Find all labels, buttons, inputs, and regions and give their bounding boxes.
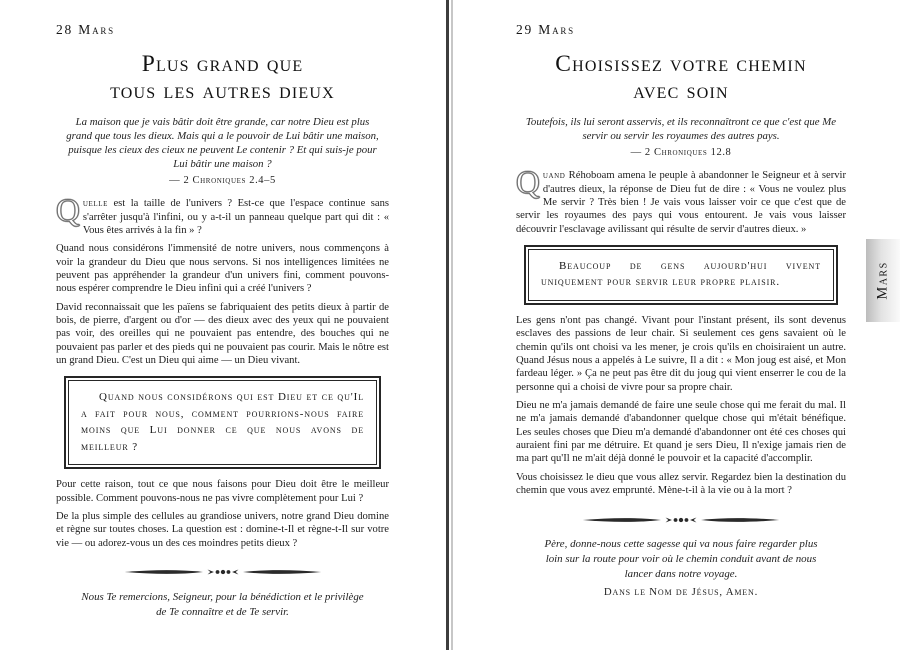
book-spine-highlight [451,0,453,650]
month-tab [866,239,900,322]
paragraphs-after-callout [56,478,389,550]
drop-cap: Q [56,193,80,230]
body-text [56,193,389,550]
epigraph: La maison que je vais bâtir doit être grande, car notre Dieu est plus grand que tous les dieux. Mais qui a le pouvoir de Lui bâtir une maison, puisque les cieux des cieux ne peuvent Le contenir ? Et qui suis-je pour Lui bâtir une maison ? [66,116,379,171]
page-right [516,0,846,660]
body-paragraph: Dieu ne m'a jamais demandé de faire une seule chose qui me ferait du mal. Il ne m'a jamais demandé d'abandonner quelque chose qui m'était bénéfique. Les seules choses que Dieu m'a demandé d'abandonner ont été ces choses qui auraient fini par me détruire. Et quand je sers Dieu, Il n'exige jamais rien de ma part qu'Il ne m'ait déjà donné le pouvoir et la capacité d'accomplir. [516,399,846,465]
page-title [516,51,846,104]
callout-box [64,376,381,469]
body-paragraph: Vous choisissez le dieu que vous allez servir. Regardez bien la destination du chemin que vous avez emprunté. Mène-t-il à la vie ou à la mort ? [516,471,846,496]
amen-line: Dans le Nom de Jésus, Amen. [603,586,759,599]
opening-paragraph [516,165,846,236]
opening-lead-word: uand [542,170,566,182]
scripture-reference: — 2 Chroniques 2.4–5 [169,175,276,187]
section-divider-ornament [516,510,846,528]
callout-box [524,245,838,305]
page-title-line1: Choisissez votre chemin [555,51,807,77]
date-label: 28 Mars [56,22,115,37]
callout-text: Quand nous considérons qui est Dieu et ce qu'Il a fait pour nous, comment pourrions-nous faire moins que Lui donner ce que nous avons de meilleur ? [68,380,377,465]
page-title-line2: tous les autres dieux [110,77,335,104]
prayer-text: Père, donne-nous cette sagesse qui va nous faire regarder plus loin sur la route pour voir où le chemin conduit avant de nous lancer dans notre voyage. [544,538,818,581]
body-paragraph: Les gens n'ont pas changé. Vivant pour l'instant présent, ils sont devenus esclaves des passions de leur chair. Si seulement ces gens savaient où le chemin qu'ils ont choisi va les mener, je crois qu'ils en choisiraient un autre. Quand Jésus nous a appelés à Le suivre, Il a dit : « Mon joug est aisé, et Mon fardeau léger. » Ça ne peut pas être dit du joug qui vient enserrer le cou de la personne qui a choisi de vivre pour sa propre chair. [516,314,846,393]
epigraph: Toutefois, ils lui seront asservis, et ils reconnaîtront ce que c'est que Me servir ou servir les royaumes des autres pays. [525,116,837,143]
date-label: 29 Mars [516,22,575,37]
opening-lead-word: uelle [82,198,109,210]
body-paragraph: Pour cette raison, tout ce que nous faisons pour Dieu doit être le meilleur possible. Comment pouvons-nous ne pas vivre complètement pour Lui ? [56,479,389,504]
page-left [56,0,389,660]
paragraphs-before-callout [56,242,389,367]
opening-text: Réhoboam amena le peuple à abandonner le Seigneur et à servir d'autres dieux, la réponse de Dieu fut de dire : « Vous ne voulez plus Me servir ? Très bien ! Je vais vous laisser voir ce que c'est que de servir les royaumes des pays qui vous entourent. Je vais vous laisser découvrir l'esclavage avilissant qui résulte de servir d'autres dieux. » [516,170,846,235]
paragraphs-after-callout [516,314,846,497]
opening-text: est la taille de l'univers ? Est-ce que l'espace continue sans s'arrêter jusqu'à l'infini, ou y a-t-il un panneau quelque part qui dit : « Vous êtes arrivés à la fin » ? [82,198,389,236]
opening-paragraph [56,193,389,237]
body-paragraph: David reconnaissait que les païens se fabriquaient des petits dieux à partir de bois, de pierre, d'argent ou d'or — des dieux avec des yeux qui ne pouvaient pas voir, des oreilles qui ne pouvaient pas entendre, des bouches qui ne pouvaient pas parler et des pieds qui ne pouvaient pas courir. Mais le nôtre est un grand Dieu. C'est un Dieu qui aime — un Dieu vivant. [56,301,389,366]
prayer-text: Nous Te remercions, Seigneur, pour la bénédiction et le privilège de Te connaître et de Te servir. [81,591,364,619]
book-spine-shadow [446,0,449,650]
page-title-line2: avec soin [633,77,729,104]
drop-cap: Q [516,165,540,202]
section-divider-ornament [56,563,389,581]
body-text [516,165,846,497]
page-title [56,51,389,104]
scripture-reference: — 2 Chroniques 12.8 [630,147,732,159]
page-title-line1: Plus grand que [141,51,304,77]
body-paragraph: Quand nous considérons l'immensité de notre univers, nous commençons à voir la grandeur du Dieu que nous servons. Si nos intelligences limitées ne peuvent pas appréhender la grandeur d'un univers fini, comment pouvons-nous espérer comprendre le Dieu infini qui a créé l'univers ? [56,243,389,295]
callout-text: Beaucoup de gens aujourd'hui vivent uniquement pour servir leur propre plaisir. [528,249,834,301]
body-paragraph: De la plus simple des cellules au grandiose univers, notre grand Dieu domine et règne sur toutes choses. La question est : domine-t-Il et règne-t-Il sur votre vie — ou adorez-vous un des ces moindres petits dieux ? [56,511,389,549]
month-tab-label: Mars [874,261,891,300]
